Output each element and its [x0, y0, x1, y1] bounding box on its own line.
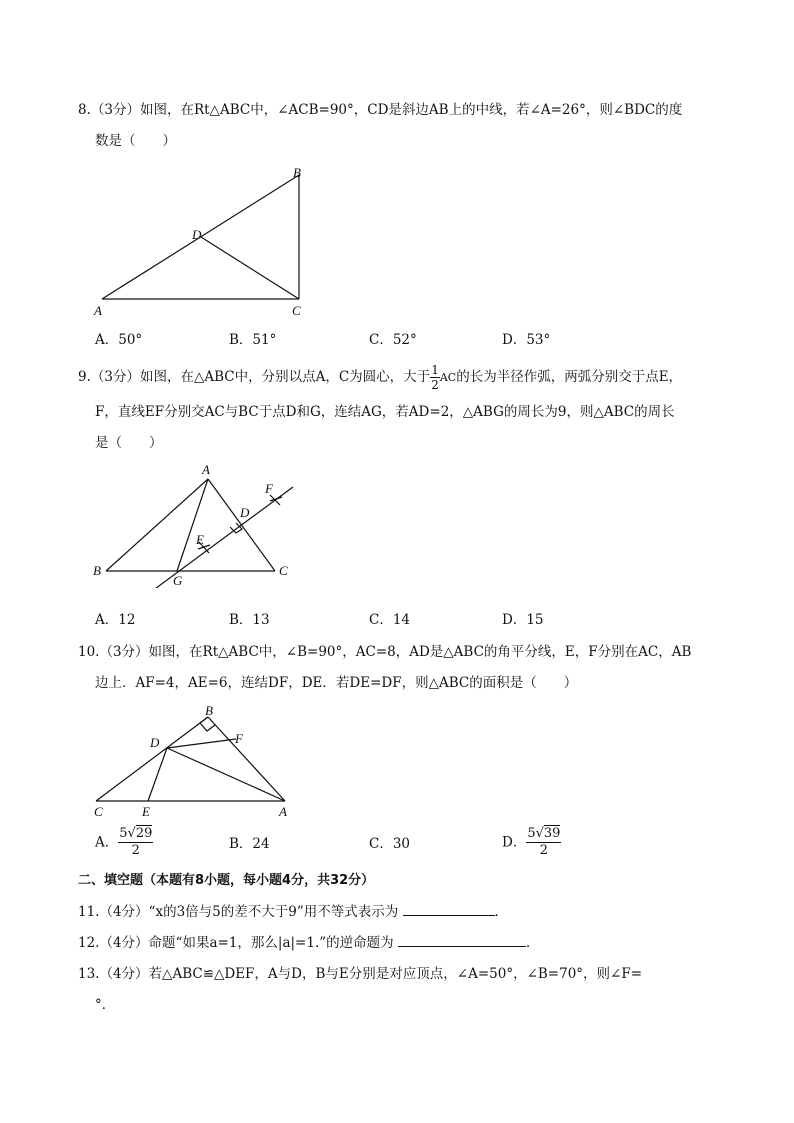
q10-option-d-den: 2	[539, 843, 549, 858]
q8-option-c[interactable]: C．52°	[369, 332, 417, 348]
q9-label-a: A	[202, 462, 210, 477]
q10-label-c: C	[94, 804, 103, 819]
q9-label-g: G	[173, 573, 183, 588]
q8-median-cd	[201, 237, 299, 299]
q10-option-a-prefix: A．	[95, 834, 119, 851]
q9-option-c[interactable]: C．14	[369, 612, 411, 628]
q9-figure	[85, 458, 315, 588]
q8-option-d[interactable]: D．53°	[502, 332, 551, 348]
q8-label-b: B	[293, 165, 301, 180]
q10-figure	[88, 700, 308, 825]
q10-stem-line1: 10.（3分）如图，在Rt△ABC中，∠B=90°，AC=8，AD是△ABC的角平分线，E，F分别在AC，AB	[78, 644, 692, 660]
q10-option-c[interactable]: C．30	[369, 836, 411, 852]
q9-label-e: E	[196, 532, 204, 547]
q10-bisector-ad	[167, 748, 285, 801]
q13-degree: °．	[95, 997, 116, 1013]
q9-option-a[interactable]: A．12	[95, 612, 136, 628]
q10-segment-de	[148, 748, 167, 801]
q13-stem-line1: 13.（4分）若△ABC≌△DEF，A与D，B与E分别是对应顶点，∠A=50°，∠B=70°，则∠F=	[78, 966, 643, 982]
q8-figure	[88, 160, 318, 325]
q8-label-a: A	[94, 303, 102, 318]
q9-fraction	[430, 363, 440, 392]
q8-stem-line1: 8.（3分）如图，在Rt△ABC中，∠ACB=90°，CD是斜边AB上的中线，若∠A=26°，则∠BDC的度	[78, 102, 683, 118]
q8-option-b[interactable]: B．51°	[229, 332, 277, 348]
q9-option-d[interactable]: D．15	[502, 612, 544, 628]
q10-label-d: D	[150, 735, 160, 750]
q8-option-a[interactable]: A．50°	[95, 332, 143, 348]
q10-option-d-fraction: $\frac{5√39}{2}$	[527, 826, 561, 858]
q10-option-a-fraction: $\frac{5√29}{2}$	[119, 826, 153, 858]
q8-stem-line2: 数是（ ）	[95, 133, 176, 149]
q10-option-a-den: 2	[131, 843, 140, 858]
q9-frac-den: 2	[431, 378, 439, 392]
q10-label-f: F	[235, 731, 243, 746]
q9-label-f: F	[265, 481, 273, 496]
q10-right-angle-mark	[200, 717, 215, 731]
q9-label-c: C	[279, 563, 288, 578]
q8-label-c: C	[292, 303, 301, 318]
q10-option-d-radicand: 39	[543, 826, 561, 841]
q10-option-d[interactable]	[502, 826, 561, 859]
q10-option-a-coef: 5	[119, 826, 128, 841]
q13-stem-line2	[95, 995, 115, 1015]
q10-label-b: B	[205, 703, 213, 718]
q10-label-e: E	[142, 804, 150, 819]
q8-label-d: D	[192, 227, 202, 242]
q9-option-b[interactable]: B．13	[229, 612, 270, 628]
q11-text: 11.（4分）“x的3倍与5的差不大于9”用不等式表示为	[78, 904, 399, 920]
q10-option-d-prefix: D．	[502, 834, 527, 851]
q12-stem	[78, 932, 539, 953]
q12-text: 12.（4分）命题“如果a=1，那么|a|=1.”的逆命题为	[78, 935, 394, 951]
q9-frac-suffix: AC	[439, 371, 457, 384]
q10-label-a: A	[279, 804, 287, 819]
q9-stem-line1-post: 的长为半径作弧，两弧分别交于点E，	[456, 369, 683, 385]
q11-period: ．	[494, 904, 509, 920]
q12-period: ．	[525, 935, 540, 951]
q10-side-ab	[208, 717, 285, 801]
q12-answer-blank[interactable]	[398, 932, 526, 947]
q10-stem-line2: 边上．AF=4，AE=6，连结DF，DE．若DE=DF，则△ABC的面积是（ ）	[95, 675, 578, 691]
q10-option-b[interactable]: B．24	[229, 836, 270, 852]
q9-stem-line1	[78, 363, 682, 392]
section-2-heading: 二、填空题（本题有8小题，每小题4分，共32分）	[78, 873, 375, 888]
q10-option-d-coef: 5	[527, 826, 536, 841]
q9-stem-line1-pre: 9.（3分）如图，在△ABC中，分别以点A，C为圆心，大于	[78, 369, 431, 385]
q9-label-b: B	[93, 563, 101, 578]
q10-option-a[interactable]	[95, 826, 153, 859]
q9-line-ef	[144, 487, 293, 588]
q10-option-a-radicand: 29	[135, 826, 153, 841]
q9-frac-num: 1	[431, 363, 439, 377]
q9-stem-line2: F，直线EF分别交AC与BC于点D和G，连结AG，若AD=2，△ABG的周长为9，则△ABC的周长	[95, 404, 675, 420]
q11-answer-blank[interactable]	[403, 901, 495, 916]
q9-label-d: D	[240, 505, 250, 520]
q11-stem	[78, 901, 508, 922]
q9-stem-line3: 是（ ）	[95, 435, 163, 451]
